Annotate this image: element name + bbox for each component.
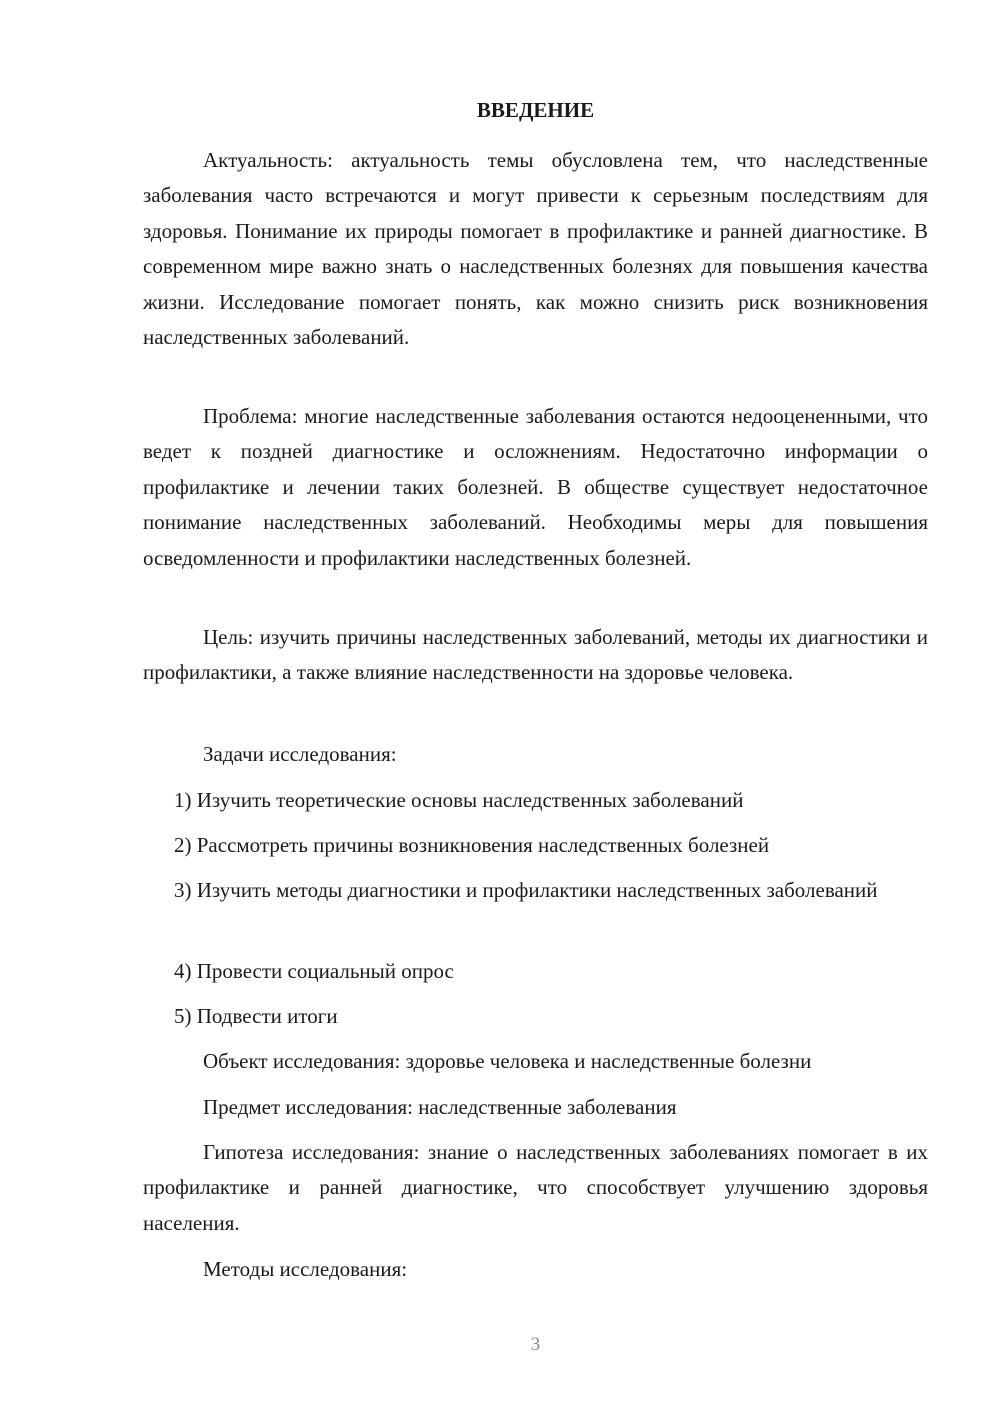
research-subject: Предмет исследования: наследственные заболевания <box>203 1095 677 1119</box>
relevance-paragraph: Актуальность: актуальность темы обусловлена тем, что наследственные заболевания часто встречаются и могут привести к серьезным последствиям для здоровья. Понимание их природы помогает в профилактике и ранней диагностике. В современном мире важно знать о наследственных болезнях для повышения качества жизни. Исследование помогает понять, как можно снизить риск возникновения наследственных заболеваний. <box>143 148 928 350</box>
task-item: 4) Провести социальный опрос <box>174 959 454 983</box>
goal-paragraph: Цель: изучить причины наследственных заболеваний, методы их диагностики и профилактики, а также влияние наследственности на здоровье человека. <box>143 625 928 685</box>
task-item: 3) Изучить методы диагностики и профилактики наследственных заболеваний <box>174 878 878 902</box>
methods-heading: Методы исследования: <box>203 1257 408 1281</box>
task-item: 5) Подвести итоги <box>174 1004 338 1028</box>
page-number: 3 <box>530 1334 541 1355</box>
hypothesis-paragraph: Гипотеза исследования: знание о наследственных заболеваниях помогает в их профилактике и ранней диагностике, что способствует улучшению здоровья населения. <box>143 1140 928 1235</box>
research-object: Объект исследования: здоровье человека и наследственные болезни <box>203 1049 812 1073</box>
tasks-heading: Задачи исследования: <box>203 742 397 766</box>
problem-paragraph: Проблема: многие наследственные заболевания остаются недооцененными, что ведет к поздней диагностике и осложнениям. Недостаточно информации о профилактике и лечении таких болезней. В обществе существует недостаточное понимание наследственных заболеваний. Необходимы меры для повышения осведомленности и профилактики наследственных болезней. <box>143 404 928 570</box>
page-title: ВВЕДЕНИЕ <box>476 98 595 122</box>
task-item: 1) Изучить теоретические основы наследственных заболеваний <box>174 788 744 812</box>
document-page <box>143 0 928 1414</box>
task-item: 2) Рассмотреть причины возникновения наследственных болезней <box>174 833 770 857</box>
